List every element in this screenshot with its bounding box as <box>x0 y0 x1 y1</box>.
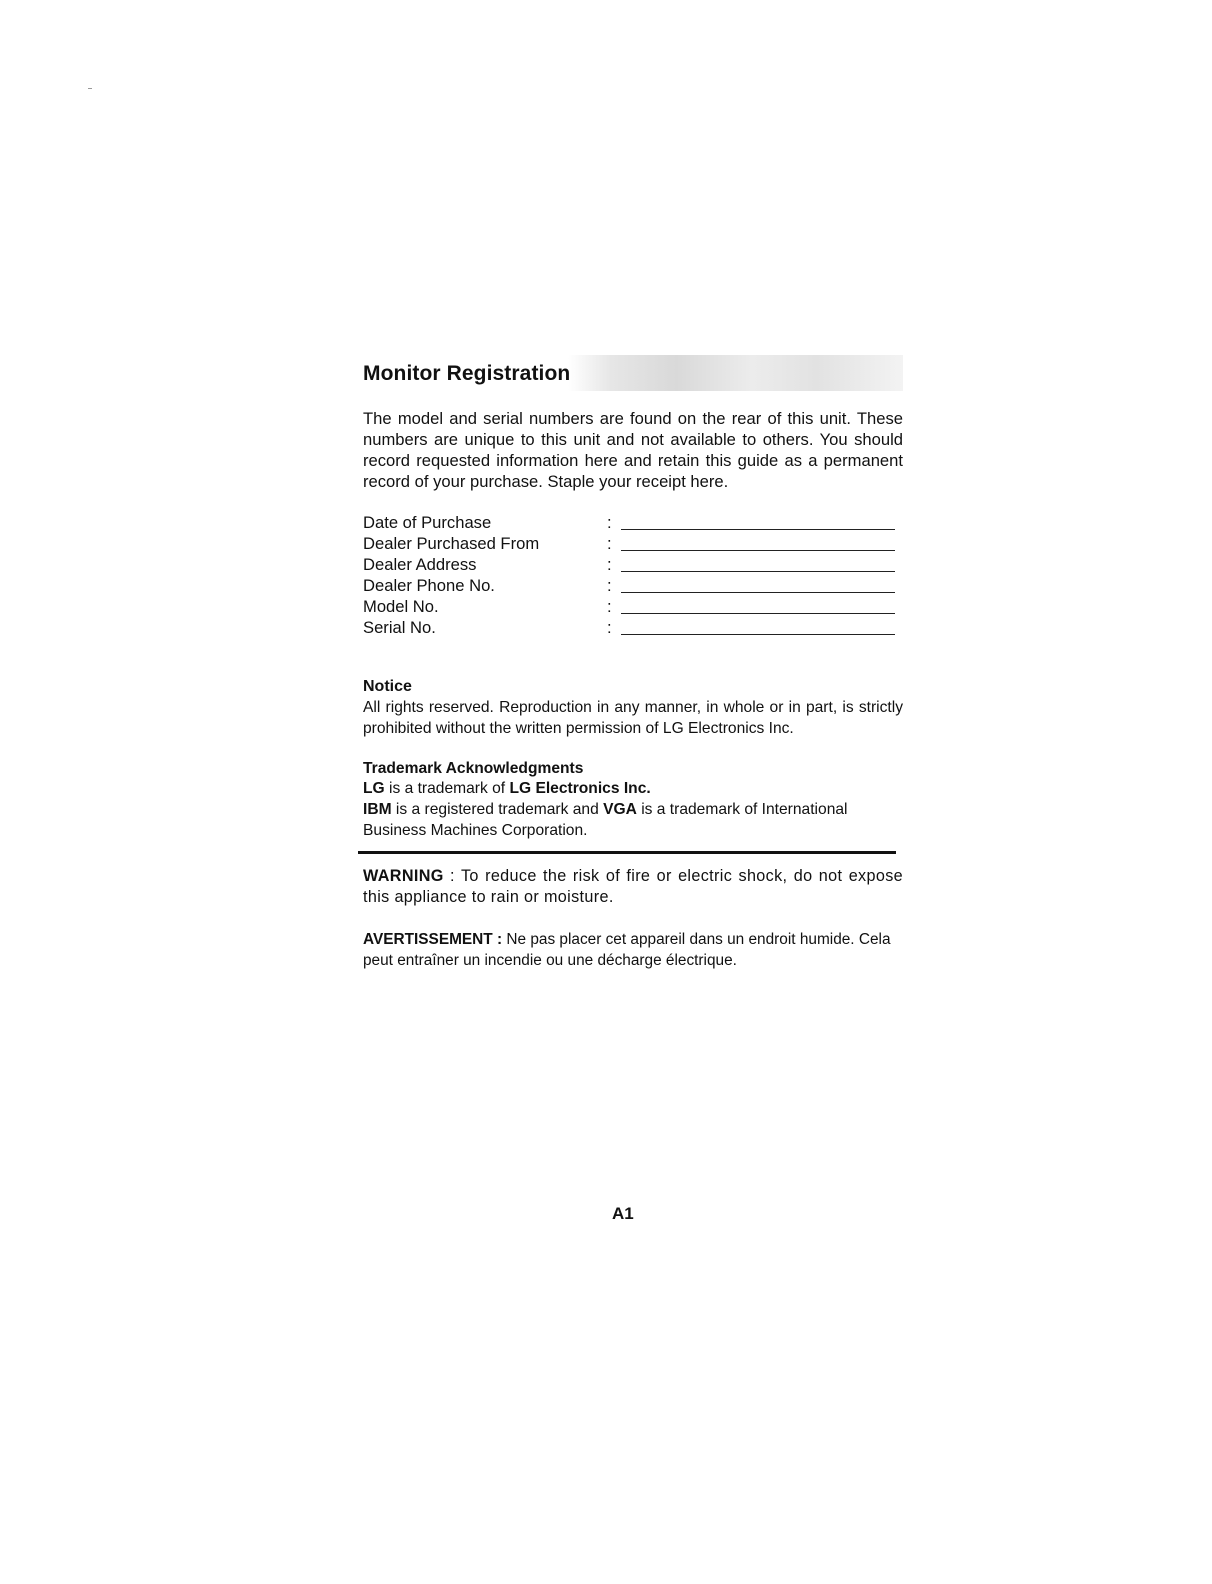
avertissement-paragraph <box>363 929 903 971</box>
field-colon: : <box>607 618 612 637</box>
heading-band <box>363 355 903 391</box>
field-colon: : <box>607 576 612 595</box>
notice-text: All rights reserved. Reproduction in any manner, in whole or in part, is strictly prohibited without the written permission of LG Electronics Inc. <box>363 699 903 737</box>
trademark-vga: VGA <box>603 801 637 818</box>
fill-in-line[interactable] <box>621 598 895 614</box>
field-colon: : <box>607 513 612 532</box>
fill-in-line[interactable] <box>621 619 895 635</box>
form-row-serial-no <box>363 617 903 638</box>
fill-in-line[interactable] <box>621 535 895 551</box>
warning-text: : To reduce the risk of fire or electric shock, do not expose this appliance to rain or moisture. <box>363 867 903 906</box>
field-colon: : <box>607 597 612 616</box>
trademark-lg-line <box>363 778 903 799</box>
trademark-ibm-line <box>363 799 903 841</box>
notice-title: Notice <box>363 678 412 695</box>
fill-in-line[interactable] <box>621 577 895 593</box>
form-row-model-no <box>363 596 903 617</box>
registration-form <box>363 512 903 638</box>
trademark-ibm: IBM <box>363 801 392 818</box>
trademark-lg-text: is a trademark of <box>384 780 510 797</box>
trademark-title: Trademark Acknowledgments <box>363 760 584 777</box>
avertissement-label: AVERTISSEMENT : <box>363 931 503 948</box>
fill-in-line[interactable] <box>621 556 895 572</box>
warning-label: WARNING <box>363 867 444 885</box>
avertissement-text: Ne pas placer cet appareil dans un endroit humide. Cela peut entraîner un incendie ou une décharge électrique. <box>363 931 891 969</box>
scan-speck <box>88 88 92 89</box>
registration-page <box>363 355 903 971</box>
form-row-dealer-purchased-from <box>363 533 903 554</box>
page-number: A1 <box>612 1204 634 1223</box>
form-row-dealer-phone <box>363 575 903 596</box>
form-row-date-of-purchase <box>363 512 903 533</box>
form-row-dealer-address <box>363 554 903 575</box>
field-colon: : <box>607 555 612 574</box>
field-colon: : <box>607 534 612 553</box>
fill-in-line[interactable] <box>621 514 895 530</box>
trademark-ibm-text: is a registered trademark and <box>391 801 604 818</box>
intro-paragraph: The model and serial numbers are found on the rear of this unit. These numbers are unique to this unit and not available to others. You should record requested information here and retain this guide as a permanent record of your purchase. Staple your receipt here. <box>363 409 903 491</box>
field-label: Dealer Address <box>363 555 477 574</box>
field-label: Dealer Purchased From <box>363 534 540 553</box>
page-title: Monitor Registration <box>363 362 571 385</box>
trademark-lg: LG <box>363 780 385 797</box>
trademark-vga-text: is a trademark of International Business Machines Corporation. <box>363 801 848 839</box>
field-label: Model No. <box>363 597 439 616</box>
trademark-lg-company: LG Electronics Inc. <box>509 780 651 797</box>
warning-paragraph <box>363 866 903 908</box>
section-divider <box>358 851 896 854</box>
field-label: Dealer Phone No. <box>363 576 495 595</box>
field-label: Date of Purchase <box>363 513 492 532</box>
field-label: Serial No. <box>363 618 436 637</box>
